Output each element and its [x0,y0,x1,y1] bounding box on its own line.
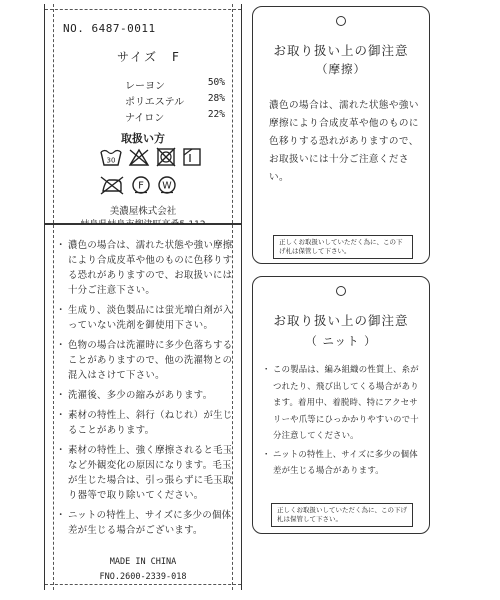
tag-notes-list [265,361,423,481]
svg-text:F: F [138,180,144,192]
no-bleach-icon [127,147,151,167]
material-pct: 50% [207,77,225,88]
composition-label [44,4,242,224]
material-pct: 28% [207,93,225,104]
list-item: ・ 洗濯後、多少の縮みがあります。 [58,388,234,403]
dry-clean-f-icon [131,175,151,195]
hang-tag-friction [252,6,430,264]
tag-hole [336,16,346,26]
list-item: ・ 濃色の場合は、濡れた状態や強い摩擦により合成皮革や他のものに色移りする恐れがありますので、お取扱いには十分ご注意下さい。 [58,238,234,298]
care-title: 取扱い方 [121,132,165,145]
stitch-line [53,4,54,223]
material-pct: 22% [207,109,225,120]
list-item: ・ ニットの特性上、サイズに多少の個体差が生じる場合がございます。 [58,508,234,538]
notes-list [58,238,234,543]
list-item: ・ この製品は、編み組織の性質上、糸がつれたり、飛び出してくる場合があります。着用中、着脱時、特にアクセサリーや爪等にひっかかりやすいので十分注意してください。 [265,361,423,444]
company-name: 美濃屋株式会社 [109,206,177,217]
tag-footer: 正しくお取扱いしていただく為に、この下げ札は保管して下さい。 [273,235,413,259]
tag-subtitle: （ ニット ） [305,334,377,348]
line-dry-shade-icon [181,147,203,167]
notes-label [44,224,242,590]
no-tumble-dry-icon [155,147,177,167]
svg-text:30: 30 [106,156,116,165]
tag-title: お取り扱い上の御注意 [273,313,409,328]
material-list [125,77,225,125]
material-name: レーヨン [125,81,165,92]
stitch-line [45,9,241,10]
fno-text: FNO.2600-2339-018 [99,572,187,582]
stitch-line [53,225,54,590]
care-icons-row [99,175,177,195]
size-text: サイズ F [117,50,181,64]
iron-low-icon [99,175,125,195]
product-number: NO. 6487-0011 [63,22,156,35]
tag-footer: 正しくお取扱いしていただく為に、この下げ札は保管して下さい。 [271,503,413,527]
stitch-line [232,4,233,223]
wash-tub-30-icon [99,147,123,167]
material-row [125,93,225,109]
hang-tag-knit [252,276,430,534]
tag-subtitle: （摩擦） [316,62,366,76]
stitch-line [45,584,241,585]
list-item: ・ 素材の特性上、強く摩擦されると毛玉など外観変化の原因になります。毛玉が生じた場合は、引っ張らずに毛玉取り器等で取り除いてください。 [58,443,234,503]
svg-text:W: W [162,180,172,192]
list-item: ・ 素材の特性上、斜行（ねじれ）が生じることがあります。 [58,408,234,438]
material-name: ナイロン [125,113,165,124]
list-item: ・ 生成り、淡色製品には蛍光増白剤が入っていない洗剤を御使用下さい。 [58,303,234,333]
tag-hole [336,286,346,296]
list-item: ・ ニットの特性上、サイズに多少の個体差が生じる場合があります。 [265,446,423,479]
made-in-text: MADE IN CHINA [109,557,177,567]
material-row [125,109,225,125]
list-item: ・ 色物の場合は洗濯時に多少色落ちすることがありますので、他の洗濯物との混入はさけて下さい。 [58,338,234,383]
tag-body: 濃色の場合は、濡れた状態や強い摩擦により合成皮革や他のものに色移りする恐れがありますので、お取扱いには十分ご注意ください。 [269,100,419,183]
care-icons-row [99,147,203,167]
material-name: ポリエステル [125,97,185,108]
tag-title: お取り扱い上の御注意 [273,43,409,58]
material-row [125,77,225,93]
wet-clean-w-icon [157,175,177,195]
